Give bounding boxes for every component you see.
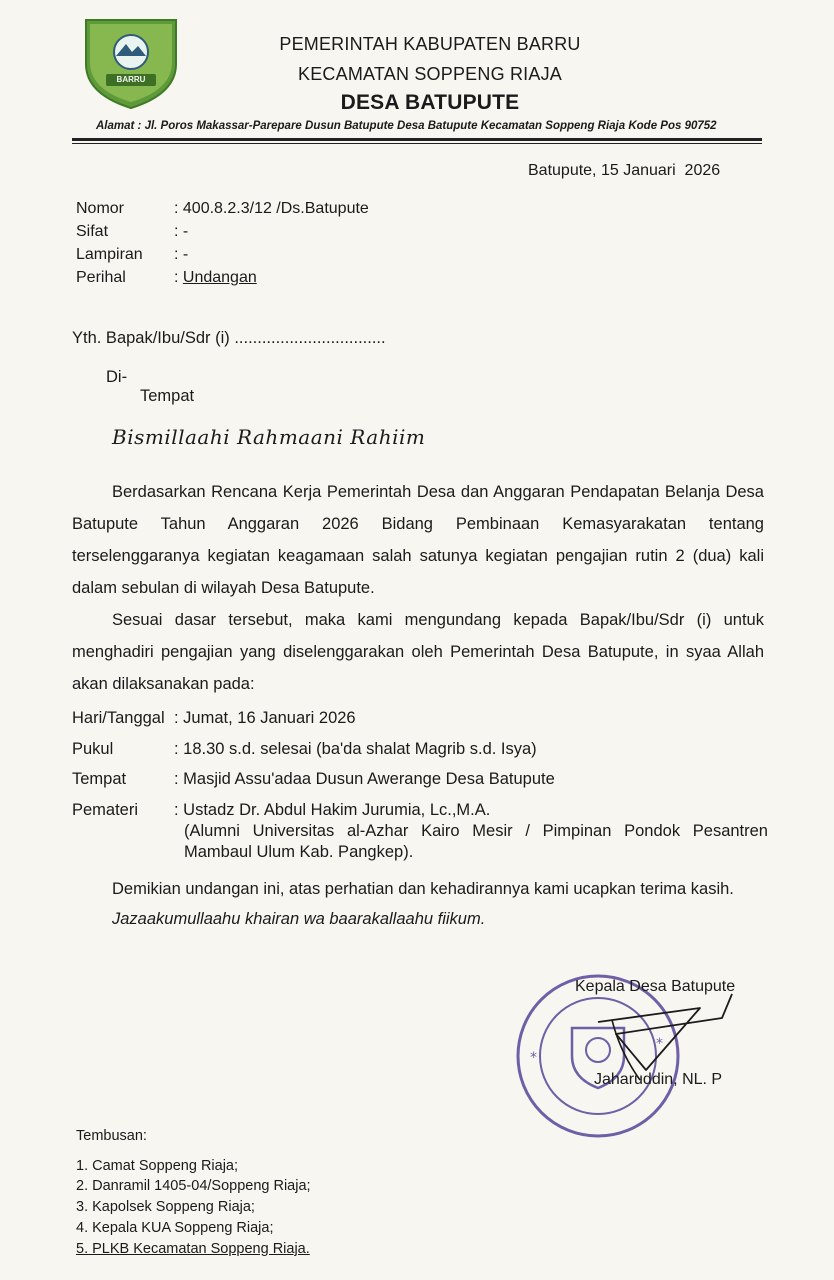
detail-value-speaker: : Ustadz Dr. Abdul Hakim Jurumia, Lc.,M.A. [174, 801, 491, 819]
detail-value-time: : 18.30 s.d. selesai (ba'da shalat Magrib s.d. Isya) [174, 740, 537, 758]
kop-line-1: PEMERINTAH KABUPATEN BARRU [279, 34, 581, 54]
svg-text:*: * [530, 1050, 537, 1066]
detail-label-time: Pukul [72, 740, 114, 758]
perihal-subject: Undangan [182, 269, 257, 286]
signatory-name: Jaharuddin, NL. P [594, 1071, 723, 1088]
detail-value-place: : Masjid Assu'adaa Dusun Awerange Desa Batupute [174, 770, 555, 788]
meta-label-nomor: Nomor [76, 200, 125, 217]
closing-thanks: Demikian undangan ini, atas perhatian dan kehadirannya kami ucapkan terima kasih. [112, 880, 734, 898]
recipient-tempat: Tempat [140, 387, 195, 405]
recipient-di: Di- [106, 368, 128, 386]
meta-label-sifat: Sifat [76, 223, 109, 240]
cc-title: Tembusan: [76, 1128, 147, 1144]
detail-speaker-bio: (Alumni Universitas al-Azhar Kairo Mesir / Pimpinan Pondok Pesantren Mambaul Ulum Kab. Pangkep). [184, 822, 768, 861]
cc-item-2: 2. Danramil 1405-04/Soppeng Riaja; [76, 1178, 311, 1194]
cc-item-4: 4. Kepala KUA Soppeng Riaja; [76, 1220, 274, 1236]
signature-title: Kepala Desa Batupute [575, 978, 736, 995]
kop-rule-thin [72, 143, 762, 144]
perihal-colon: : [174, 269, 183, 286]
meta-value-nomor: : 400.8.2.3/12 /Ds.Batupute [174, 200, 369, 217]
recipient-line: Yth. Bapak/Ibu/Sdr (i) ................................. [72, 329, 386, 347]
kop-line-3: DESA BATUPUTE [340, 91, 520, 114]
svg-text:*: * [656, 1036, 663, 1052]
meta-value-perihal [174, 269, 257, 287]
meta-label-lampiran: Lampiran [76, 246, 143, 263]
meta-value-sifat: : - [174, 223, 189, 240]
cc-item-3: 3. Kapolsek Soppeng Riaja; [76, 1199, 255, 1215]
logo-label: BARRU [116, 75, 146, 84]
opening-basmalah: Bismillaahi Rahmaani Rahiim [112, 425, 426, 449]
meta-value-lampiran: : - [174, 246, 189, 263]
meta-label-perihal: Perihal [76, 269, 126, 286]
cc-item-1: 1. Camat Soppeng Riaja; [76, 1158, 239, 1174]
kop-rule-thick [72, 138, 762, 141]
detail-label-speaker: Pemateri [72, 801, 139, 819]
paragraph-1: Berdasarkan Rencana Kerja Pemerintah Desa dan Anggaran Pendapatan Belanja Desa Batupute Tahun Anggaran 2026 Bidang Pembinaan Kemasyarakatan tentang terselenggaranya kegiatan keagamaan salah satunya kegiatan pengajian rutin 2 (dua) kali dalam sebulan di wilayah Desa Batupute. [72, 483, 764, 597]
detail-value-date: : Jumat, 16 Januari 2026 [174, 709, 356, 727]
detail-label-place: Tempat [72, 770, 127, 788]
kop-address: Alamat : Jl. Poros Makassar-Parepare Dusun Batupute Desa Batupute Kecamatan Soppeng Riaja Kode Pos 90752 [96, 120, 717, 132]
kop-line-2: KECAMATAN SOPPENG RIAJA [298, 64, 562, 84]
detail-label-date: Hari/Tanggal [72, 709, 165, 727]
date-place: Batupute, 15 Januari 2026 [528, 162, 721, 179]
paragraph-2: Sesuai dasar tersebut, maka kami mengundang kepada Bapak/Ibu/Sdr (i) untuk menghadiri pengajian yang diselenggarakan oleh Pemerintah Desa Batupute, in syaa Allah akan dilaksanakan pada: [72, 611, 764, 693]
closing-prayer: Jazaakumullaahu khairan wa baarakallaahu fiikum. [112, 910, 486, 928]
cc-item-5: 5. PLKB Kecamatan Soppeng Riaja. [76, 1241, 310, 1257]
